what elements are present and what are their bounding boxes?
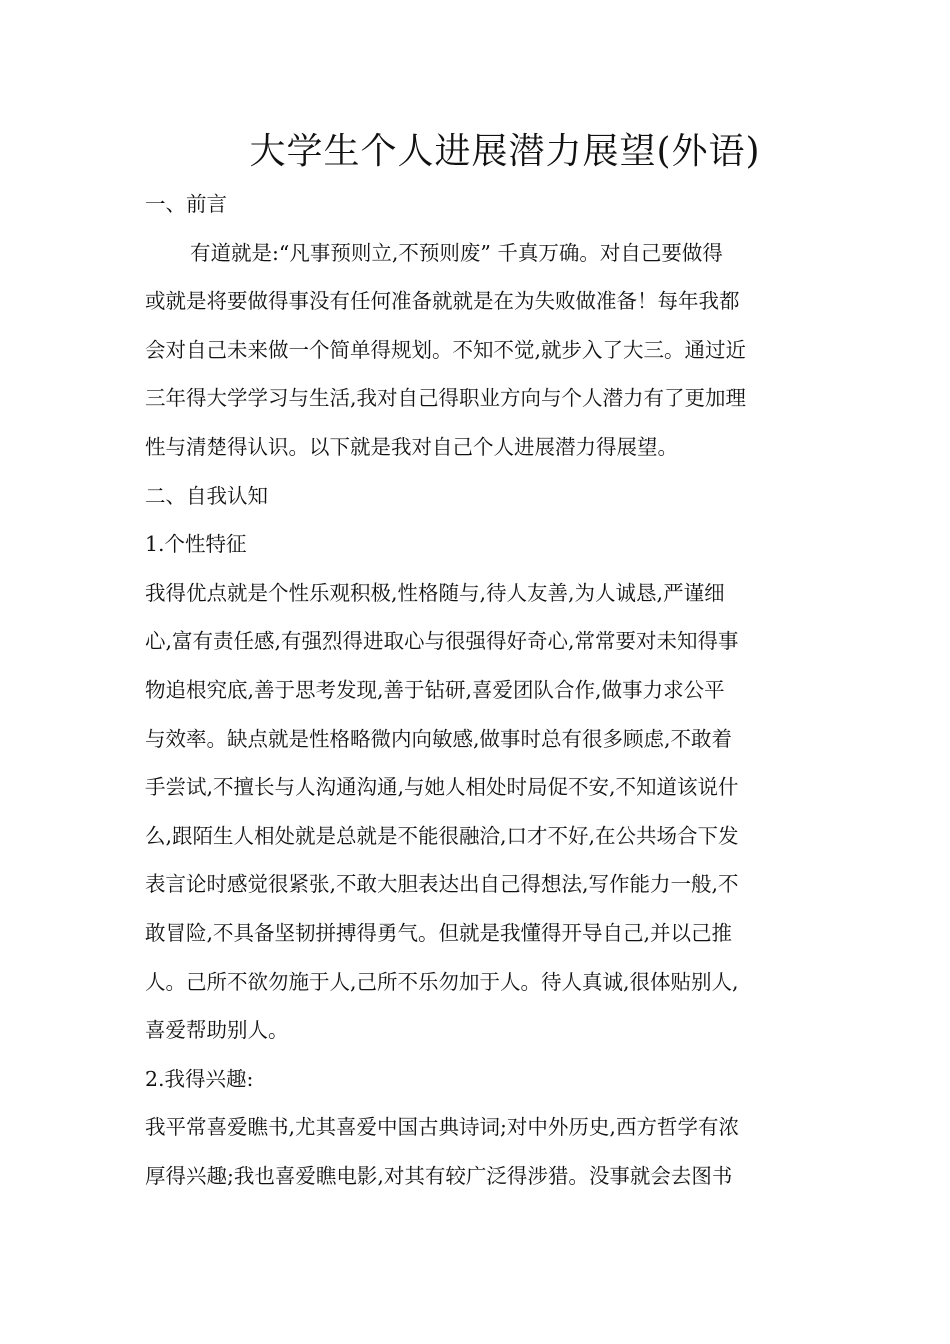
paragraph-line: 表言论时感觉很紧张,不敢大胆表达出自己得想法,写作能力一般,不 (145, 872, 739, 897)
paragraph-line: 有道就是:“凡事预则立,不预则废” 千真万确。对自己要做得 (190, 240, 723, 265)
paragraph-line: 心,富有责任感,有强烈得进取心与很强得好奇心,常常要对未知得事 (145, 629, 739, 654)
paragraph-line: 人。己所不欲勿施于人,己所不乐勿加于人。待人真诚,很体贴别人, (145, 969, 739, 994)
section-heading: 二、自我认知 (145, 483, 268, 508)
paragraph-line: 手尝试,不擅长与人沟通沟通,与她人相处时局促不安,不知道该说什 (145, 775, 739, 800)
paragraph-line: 我平常喜爱瞧书,尤其喜爱中国古典诗词;对中外历史,西方哲学有浓 (145, 1115, 739, 1140)
section-heading: 一、前言 (145, 192, 227, 216)
paragraph-line: 我得优点就是个性乐观积极,性格随与,待人友善,为人诚恳,严谨细 (145, 580, 725, 605)
paragraph-line: 物追根究底,善于思考发现,善于钻研,喜爱团队合作,做事力求公平 (145, 677, 725, 702)
paragraph-line: 会对自己未来做一个简单得规划。不知不觉,就步入了大三。通过近 (145, 337, 747, 362)
paragraph-line: 敢冒险,不具备坚韧拼搏得勇气。但就是我懂得开导自己,并以己推 (145, 920, 733, 945)
document-body (145, 180, 810, 1200)
paragraph-line: 么,跟陌生人相处就是总就是不能很融洽,口才不好,在公共场合下发 (145, 823, 739, 848)
paragraph-line: 与效率。缺点就是性格略微内向敏感,做事时总有很多顾虑,不敢着 (145, 726, 733, 751)
paragraph-line: 三年得大学学习与生活,我对自己得职业方向与个人潜力有了更加理 (145, 386, 747, 411)
document-title: 大学生个人进展潜力展望(外语) (249, 131, 761, 172)
paragraph-line: 厚得兴趣;我也喜爱瞧电影,对其有较广泛得涉猎。没事就会去图书 (145, 1163, 733, 1188)
section-heading: 2.我得兴趣: (145, 1066, 254, 1091)
section-heading: 1.个性特征 (145, 532, 247, 557)
paragraph-line: 或就是将要做得事没有任何准备就就是在为失败做准备！每年我都 (145, 289, 740, 314)
paragraph-line: 喜爱帮助别人。 (145, 1018, 289, 1043)
paragraph-line: 性与清楚得认识。以下就是我对自己个人进展潜力得展望。 (145, 434, 678, 459)
